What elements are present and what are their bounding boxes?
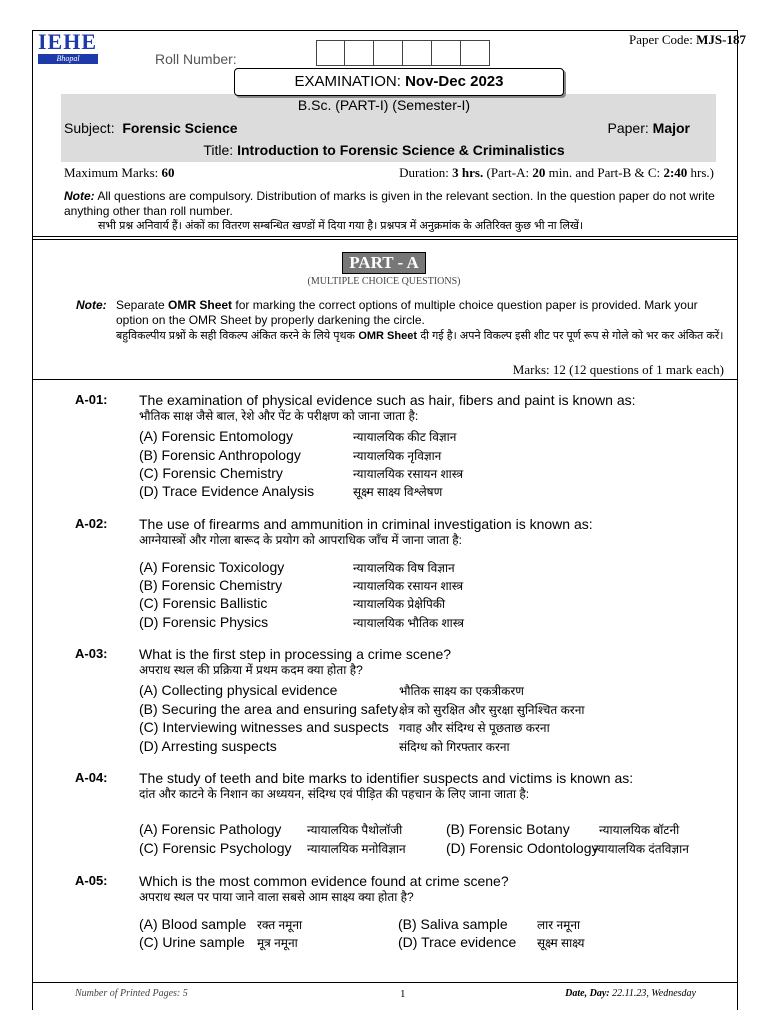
option-hindi: न्यायालयिक विष विज्ञान: [353, 561, 455, 575]
option-d: [398, 934, 585, 950]
exam-date: [565, 988, 696, 999]
option-label: (A) Forensic Entomology: [139, 428, 294, 444]
option-label: (C) Urine sample: [139, 934, 245, 950]
option-hindi: सूक्ष्म साक्ष्य विश्लेषण: [353, 485, 443, 499]
option-label: (C) Forensic Psychology: [139, 840, 292, 856]
option-hindi: न्यायालयिक दंतविज्ञान: [594, 842, 689, 856]
duration-part-a: 20: [532, 165, 546, 180]
omr-note-en-bold: OMR Sheet: [168, 298, 233, 312]
question-a04: [75, 770, 735, 860]
option-d: [446, 840, 689, 856]
paper-code-value: MJS-187: [696, 32, 746, 47]
option-label: (B) Saliva sample: [398, 916, 508, 932]
option-hindi: संदिग्ध को गिरफ्तार करना: [399, 740, 510, 754]
paper-line: [608, 120, 690, 136]
question-text: [139, 646, 729, 678]
option-label: (D) Trace evidence: [398, 934, 517, 950]
institute-logo: [38, 31, 98, 65]
option-hindi: न्यायालयिक बॉटनी: [599, 823, 680, 837]
option-a: [139, 916, 303, 932]
option-hindi: न्यायालयिक कीट विज्ञान: [353, 430, 457, 444]
option-c: [139, 840, 406, 856]
question-text: [139, 392, 729, 424]
note-hindi: सभी प्रश्न अनिवार्य हैं। अंकों का वितरण सम्बन्धित खण्डों में दिया गया है। प्रश्नपत्र में अनुक्रमांक के अतिरिक्त कुछ भी ना लिखें।: [98, 220, 584, 232]
paper-label: Paper:: [607, 120, 649, 136]
option-b: [139, 447, 442, 463]
option-c: [139, 465, 464, 481]
option-c: [139, 719, 550, 735]
question-a03: [75, 646, 735, 756]
option-d: [139, 738, 510, 754]
question-english: The study of teeth and bite marks to identifier suspects and victims is known as:: [139, 770, 634, 786]
subject-value: Forensic Science: [122, 120, 238, 136]
option-hindi: क्षेत्र को सुरक्षित और सुरक्षा सुनिश्चित करना: [399, 703, 585, 717]
page-border-right: [737, 30, 738, 1010]
paper-value: Major: [652, 120, 690, 136]
option-hindi: गवाह और संदिग्ध से पूछताछ करना: [399, 721, 550, 735]
option-hindi: सूक्ष्म साक्ष्य: [537, 936, 585, 950]
page-border-left: [32, 30, 33, 1010]
note-english: All questions are compulsory. Distribution of marks is given in the relevant section. In the question paper do not write anything other than roll number.: [64, 189, 715, 218]
question-a01: [75, 392, 735, 502]
roll-number-box: [432, 40, 461, 66]
printed-pages-label: Number of Printed Pages:: [75, 988, 181, 999]
omr-note-hi-bold: OMR Sheet: [358, 330, 417, 342]
option-label: (C) Forensic Ballistic: [139, 595, 268, 611]
exam-label: EXAMINATION:: [294, 73, 401, 90]
roll-number-box: [403, 40, 432, 66]
option-label: (D) Arresting suspects: [139, 738, 277, 754]
option-hindi: न्यायालयिक रसायन शास्त्र: [353, 579, 464, 593]
title-value: Introduction to Forensic Science & Criminalistics: [237, 142, 565, 158]
option-hindi: रक्त नमूना: [257, 918, 303, 932]
max-marks-label: Maximum Marks:: [64, 165, 159, 180]
option-c: [139, 934, 298, 950]
question-number: A-03:: [75, 646, 108, 661]
roll-number-box: [345, 40, 374, 66]
question-hindi: दांत और काटने के निशान का अध्ययन, संदिग्ध एवं पीड़ित की पहचान के लिए जाना जाता है:: [139, 787, 530, 801]
part-a-subheading: (MULTIPLE CHOICE QUESTIONS): [307, 276, 461, 287]
option-label: (C) Interviewing witnesses and suspects: [139, 719, 389, 735]
option-label: (B) Forensic Chemistry: [139, 577, 283, 593]
option-d: [139, 483, 443, 499]
printed-pages: [75, 988, 188, 999]
paper-code-label: Paper Code:: [629, 32, 693, 47]
roll-number-label: Roll Number:: [155, 51, 237, 67]
option-a: [139, 428, 457, 444]
paper-title: [0, 142, 768, 158]
option-hindi: न्यायालयिक नृविज्ञान: [353, 449, 442, 463]
max-marks-value: 60: [161, 165, 175, 180]
question-english: Which is the most common evidence found at crime scene?: [139, 873, 509, 889]
subject-line: [64, 120, 238, 136]
option-label: (D) Trace Evidence Analysis: [139, 483, 315, 499]
exam-session-box: [234, 68, 564, 96]
page-number: 1: [400, 988, 406, 1000]
omr-note-hi-1: बहुविकल्पीय प्रश्नों के सही विकल्प अंकित करने के लिये पृथक: [116, 330, 355, 342]
option-hindi: न्यायालयिक मनोविज्ञान: [307, 842, 406, 856]
roll-number-box: [316, 40, 345, 66]
option-hindi: न्यायालयिक पैथोलॉजी: [307, 823, 403, 837]
general-note: [64, 189, 724, 234]
option-label: (A) Forensic Toxicology: [139, 559, 285, 575]
option-hindi: न्यायालयिक भौतिक शास्त्र: [353, 616, 465, 630]
omr-note-hi-2: दी गई है। अपने विकल्प इसी शीट पर पूर्ण रूप से गोले को भर कर अंकित करें।: [420, 330, 724, 342]
option-a: [139, 559, 455, 575]
question-hindi: अपराध स्थल पर पाया जाने वाला सबसे आम साक्ष्य क्या होता है?: [139, 890, 414, 904]
date-label: Date, Day:: [565, 988, 610, 999]
question-a02: [75, 516, 735, 631]
question-hindi: भौतिक साक्ष जैसे बाल, रेशे और पेंट के परीक्षण को जाना जाता है:: [139, 409, 419, 423]
option-label: (B) Forensic Anthropology: [139, 447, 301, 463]
question-hindi: अपराध स्थल की प्रक्रिया में प्रथम कदम क्या होता है?: [139, 663, 363, 677]
option-b: [139, 701, 585, 717]
question-text: [139, 770, 729, 802]
omr-note-body: [76, 298, 726, 344]
option-hindi: न्यायालयिक रसायन शास्त्र: [353, 467, 464, 481]
duration-text-c: hrs.): [690, 165, 714, 180]
option-label: (D) Forensic Odontology: [446, 840, 599, 856]
option-b: [139, 577, 464, 593]
title-label: Title:: [203, 142, 234, 158]
option-label: (A) Blood sample: [139, 916, 247, 932]
option-hindi: भौतिक साक्ष्य का एकत्रीकरण: [399, 684, 524, 698]
note-label: Note:: [64, 189, 95, 203]
roll-number-boxes: [316, 40, 490, 66]
omr-note-en-1: Separate: [116, 298, 165, 312]
option-b: [446, 821, 680, 837]
duration-value: 3 hrs.: [452, 165, 484, 180]
duration-label: Duration:: [399, 165, 449, 180]
question-english: What is the first step in processing a crime scene?: [139, 646, 452, 662]
omr-note-label: Note:: [76, 298, 107, 312]
option-label: (A) Forensic Pathology: [139, 821, 282, 837]
duration-text-a: (Part-A:: [486, 165, 530, 180]
option-label: (B) Securing the area and ensuring safety: [139, 701, 399, 717]
question-number: A-01:: [75, 392, 108, 407]
option-a: [139, 821, 403, 837]
page-border-bottom: [32, 982, 737, 983]
option-b: [398, 916, 581, 932]
logo-subtitle: Bhopal: [38, 54, 98, 64]
paper-code: [629, 32, 746, 48]
duration-part-bc: 2:40: [663, 165, 688, 180]
subject-label: Subject:: [64, 120, 115, 136]
part-a-marks: Marks: 12 (12 questions of 1 mark each): [512, 362, 724, 377]
roll-number-box: [461, 40, 490, 66]
section-divider: [32, 239, 737, 240]
option-hindi: न्यायालयिक प्रेक्षेपिकी: [353, 597, 446, 611]
question-number: A-05:: [75, 873, 108, 888]
option-label: (B) Forensic Botany: [446, 821, 570, 837]
question-text: [139, 873, 729, 905]
printed-pages-count: 5: [182, 988, 188, 999]
part-a-title: PART - A: [342, 252, 426, 274]
option-d: [139, 614, 465, 630]
option-a: [139, 682, 524, 698]
option-label: (A) Collecting physical evidence: [139, 682, 338, 698]
date-value: 22.11.23, Wednesday: [612, 988, 696, 999]
question-english: The examination of physical evidence such as hair, fibers and paint is known as:: [139, 392, 636, 408]
duration: [399, 165, 714, 181]
question-hindi: आग्नेयास्त्रों और गोला बारूद के प्रयोग को आपराधिक जाँच में जाना जाता है:: [139, 533, 462, 547]
option-c: [139, 595, 446, 611]
omr-note: [76, 298, 726, 344]
question-number: A-02:: [75, 516, 108, 531]
question-number: A-04:: [75, 770, 108, 785]
exam-session: Nov-Dec 2023: [405, 73, 504, 90]
option-label: (D) Forensic Physics: [139, 614, 269, 630]
question-a05: [75, 873, 735, 963]
omr-note-en-2: for marking the correct options of multiple choice question paper is provided. Mark your option on the OMR Sheet by properly darkening the circle.: [116, 298, 698, 327]
part-a-heading: [0, 252, 768, 274]
course-name: B.Sc. (PART-I) (Semester-I): [297, 97, 471, 113]
question-text: [139, 516, 729, 548]
option-hindi: मूत्र नमूना: [257, 936, 298, 950]
section-divider: [32, 236, 737, 237]
page-border-top: [32, 30, 737, 31]
logo-letters: IEHE: [38, 29, 98, 54]
section-divider: [32, 379, 737, 380]
question-english: The use of firearms and ammunition in criminal investigation is known as:: [139, 516, 593, 532]
duration-text-b: min. and Part-B & C:: [548, 165, 661, 180]
maximum-marks: [64, 165, 175, 181]
option-hindi: लार नमूना: [537, 918, 581, 932]
roll-number-box: [374, 40, 403, 66]
option-label: (C) Forensic Chemistry: [139, 465, 283, 481]
